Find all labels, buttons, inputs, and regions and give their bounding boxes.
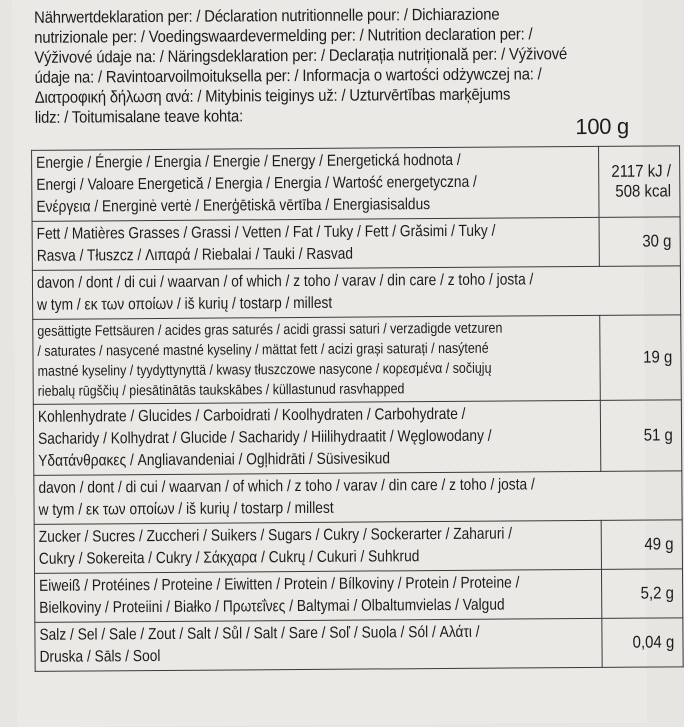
nutrient-name-line: / saturates / nasycené mastné kyseliny / mättat fett / acizi grași saturați / nasýtené <box>37 340 489 360</box>
nutrient-name-line: Rasva / Tłuszcz / Λιπαρά / Riebalai / Tauki / Rasvad <box>36 245 354 265</box>
nutrient-name-line: Energi / Valoare Energetică / Energia / Energia / Wartość energetyczna / <box>36 173 477 194</box>
header-line: nutrizionale per: / Voedingswaardevermelding per: / Nutrition declaration per: / <box>34 25 533 47</box>
of-which-line: davon / dont / di cui / waarvan / of which / z toho / varav / din care / z toho / josta / <box>36 271 534 292</box>
row-salt <box>35 618 684 672</box>
nutrient-value-carbohydrate <box>601 400 682 472</box>
nutrient-name-line: Eiweiß / Protéines / Proteine / Eiwitten / Protein / Bílkoviny / Protein / Proteine / <box>39 574 520 595</box>
nutrient-name-energy <box>32 146 600 221</box>
value-text: 0,04 g <box>633 632 675 652</box>
per-amount: 100 g <box>575 113 629 140</box>
nutrient-name-line: Bielkoviny / Proteiini / Białko / Πρωτεΐνες / Baltymai / Olbaltumvielas / Valgud <box>39 596 505 617</box>
row-protein <box>35 569 684 623</box>
row-fat <box>32 217 681 271</box>
nutrient-name-line: Zucker / Sucres / Zuccheri / Suikers / Sugars / Cukry / Sockerarter / Zaharuri / <box>38 525 513 546</box>
row-of-which-carbohydrate <box>34 471 683 525</box>
row-of-which-fat <box>32 266 681 320</box>
nutrition-declaration-header <box>34 4 575 128</box>
energy-kcal: 508 kcal <box>615 181 672 201</box>
nutrient-value-salt <box>602 618 683 668</box>
nutrient-name-protein <box>35 569 603 622</box>
nutrient-name-line: Υδατάνθρακες / Angliavandeniai / Ogļhidrāti / Süsivesikud <box>38 450 391 470</box>
nutrient-name-line: Kohlenhydrate / Glucides / Carboidrati / Koolhydraten / Carbohydrate / <box>37 405 466 426</box>
header-line: Výživové údaje na: / Näringsdeklaration per: / Declarația nutrițională per: / Výživové <box>34 45 568 67</box>
nutrient-name-line: Sacharidy / Kolhydrat / Glucide / Sacharidy / Hiilihydraatit / Węglowodany / <box>38 427 492 448</box>
nutrient-name-line: riebalų rūgščių / piesātinātās taukskābes / küllastunud rasvhapped <box>37 381 405 400</box>
nutrient-name-line: Ενέργεια / Energinė vertė / Enerģētiskā vērtība / Energiasisaldus <box>36 196 431 216</box>
energy-kj: 2117 kJ / <box>611 161 672 181</box>
of-which-line: davon / dont / di cui / waarvan / of which / z toho / varav / din care / z toho / josta / <box>38 476 535 497</box>
header-line: lidz: / Toitumisalane teave kohta: <box>34 107 244 127</box>
nutrient-name-line: Druska / Sāls / Sool <box>39 647 161 666</box>
of-which-label <box>32 266 681 320</box>
value-text: 51 g <box>644 425 674 445</box>
nutrient-name-line: mastné kyseliny / tyydyttynyttä / kwasy tłuszczowe nasycone / κορεσμένα / sočiųjų <box>37 360 492 380</box>
nutrient-name-line: Fett / Matières Grasses / Grassi / Vetten / Fat / Tuky / Fett / Grăsimi / Tuky / <box>36 222 496 243</box>
nutrient-name-line: gesättigte Fettsäuren / acides gras saturés / acidi grassi saturi / verzadigde vetzuren <box>37 320 503 340</box>
of-which-label <box>34 471 683 525</box>
nutrient-name-line: Cukry / Sokereita / Cukry / Σάκχαρα / Cukrų / Cukuri / Suhkrud <box>38 548 420 568</box>
of-which-line: w tym / εκ των οποίων / iš kurių / tostarp / millest <box>37 294 333 314</box>
nutrient-value-saturates <box>600 315 681 401</box>
value-text: 30 g <box>642 231 672 251</box>
nutrient-name-fat <box>32 217 600 270</box>
nutrient-name-sugars <box>34 520 602 573</box>
nutrient-name-line: Energie / Énergie / Energia / Energie / Energy / Energetická hodnota / <box>36 151 461 172</box>
nutrient-value-protein <box>602 569 683 619</box>
row-energy <box>32 146 681 222</box>
nutrient-name-carbohydrate <box>33 400 601 475</box>
value-text: 19 g <box>643 347 673 367</box>
header-line: Nährwertdeklaration per: / Déclaration nutritionnelle pour: / Dichiarazione <box>34 5 500 27</box>
nutrition-table <box>31 145 684 672</box>
header-line: Διατροφική δήλωση ανά: / Mitybinis teiginys už: / Uzturvērtības marķējums <box>34 85 511 107</box>
value-text: 49 g <box>644 534 675 554</box>
nutrient-value-fat <box>600 217 681 267</box>
nutrient-name-line: Salz / Sel / Sale / Zout / Salt / Sůl / Salt / Sare / Soľ / Suola / Sól / Αλάτι / <box>39 623 480 644</box>
nutrient-name-salt <box>35 618 603 671</box>
row-carbohydrate <box>33 400 682 476</box>
row-sugars <box>34 520 683 574</box>
nutrient-name-saturates <box>33 315 601 404</box>
value-text: 5,2 g <box>641 583 675 603</box>
of-which-line: w tym / εκ των οποίων / iš kurių / tostarp / millest <box>38 499 334 519</box>
nutrition-label <box>12 0 675 727</box>
nutrient-value-energy <box>599 146 680 218</box>
header-line: údaje na: / Ravintoarvoilmoituksella per: / Informacja o wartości odżywczej na: / <box>34 65 542 87</box>
row-saturates <box>33 315 682 405</box>
nutrient-value-sugars <box>602 520 683 570</box>
